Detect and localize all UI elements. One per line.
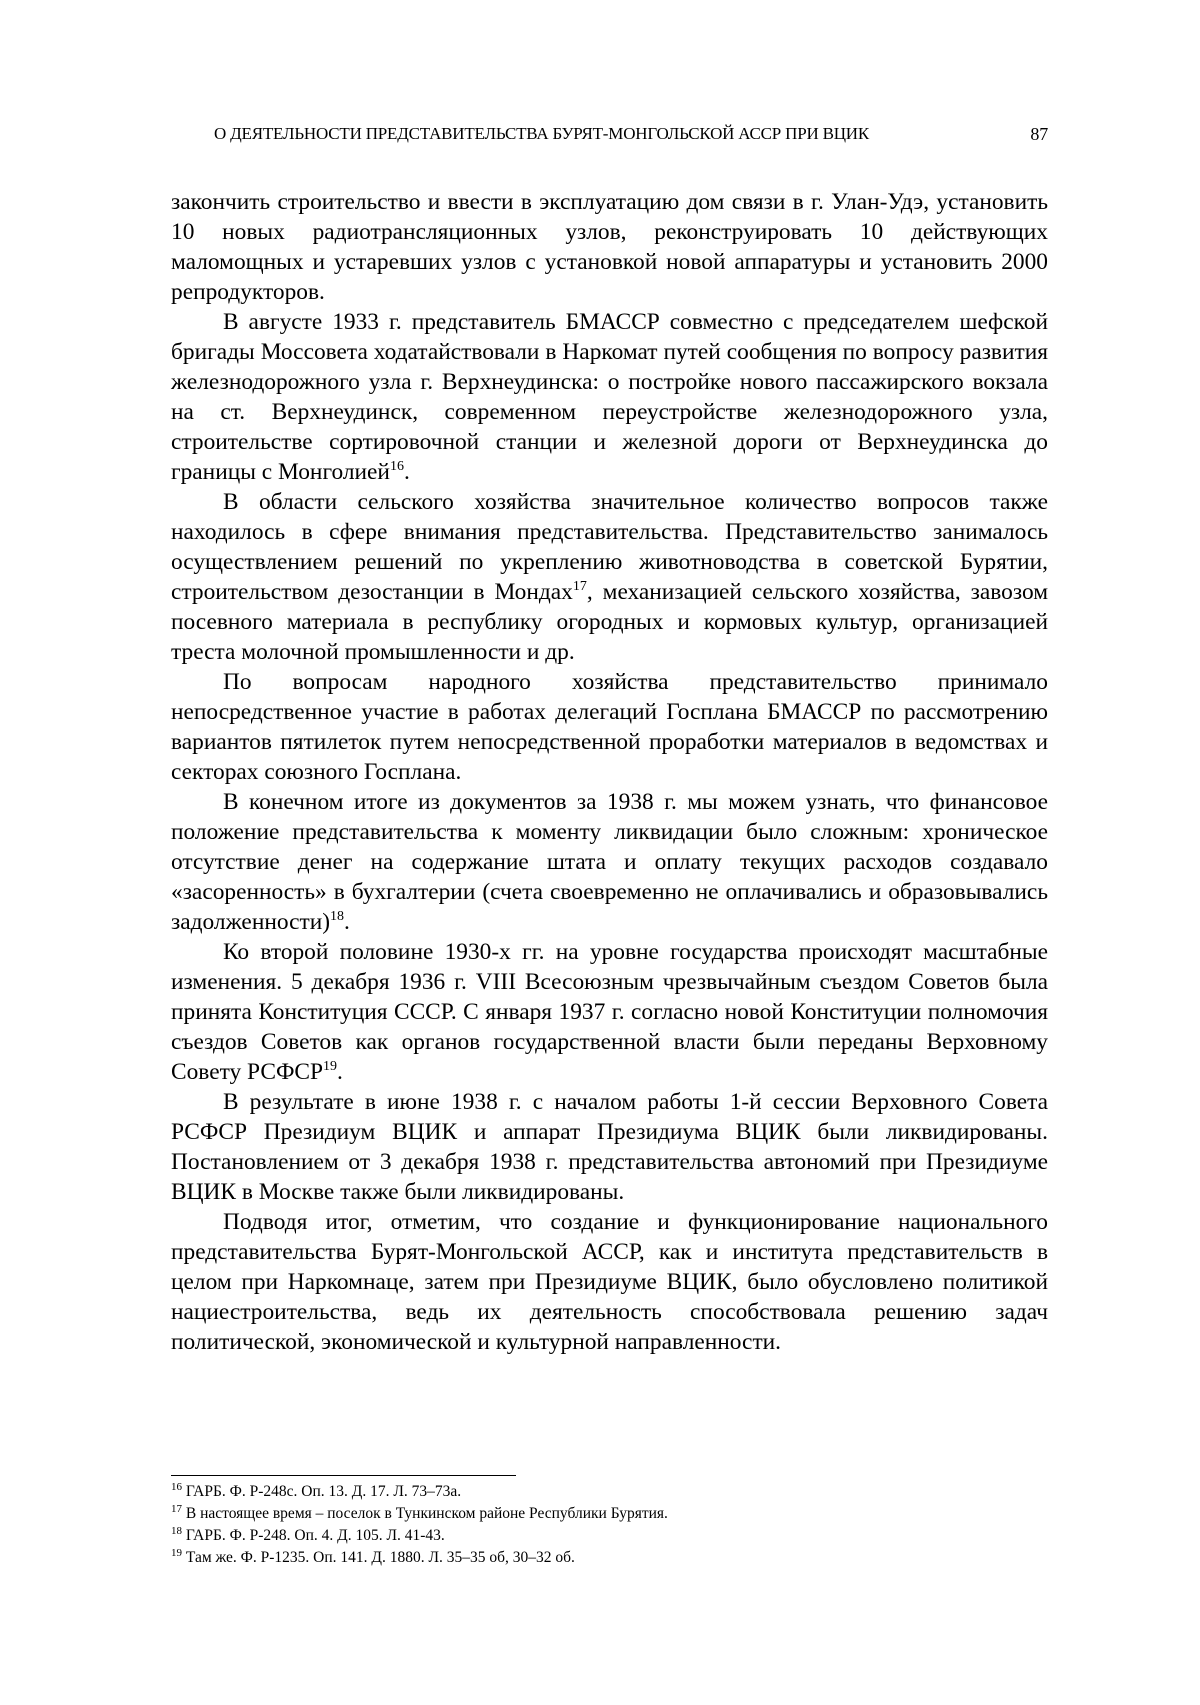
footnote — [171, 1481, 1048, 1503]
footnote-number: 19 — [171, 1546, 182, 1559]
paragraph-text: Ко второй половине 1930-х гг. на уровне государства происходят масштабные изменения. 5 декабря 1936 г. VIII Всесоюзным чрезвычайным съездом Советов была принята Конституция СССР. С января 1937 г. согласно новой Конституции полномочия съездов Советов как органов государственной власти были переданы Верховному Совету РСФСР — [171, 939, 1048, 1085]
paragraph-tail: . — [403, 459, 410, 485]
footnote — [171, 1525, 1048, 1547]
paragraph-text: В августе 1933 г. представитель БМАССР совместно с председателем шефской бригады Моссовета ходатайствовали в Наркомат путей сообщения по вопросу развития железнодорожного узла г. Верхнеудинска: о постройке нового пассажирского вокзала на ст. Верхнеудинск, современном переустройстве железнодорожного узла, строительстве сортировочной станции и железной дороги от Верхнеудинска до границы с Монголией — [171, 309, 1048, 485]
footnote-text: ГАРБ. Ф. Р-248. Оп. 4. Д. 105. Л. 41-43. — [185, 1527, 445, 1544]
footnote-text: В настоящее время – поселок в Тункинском районе Республики Бурятия. — [185, 1505, 668, 1522]
paragraph-text: В результате в июне 1938 г. с началом работы 1-й сессии Верховного Совета РСФСР Президиум ВЦИК и аппарат Президиума ВЦИК были ликвидированы. Постановлением от 3 декабря 1938 г. представительства автономий при Президиуме ВЦИК в Москве также были ликвидированы. — [171, 1089, 1048, 1205]
footnotes — [171, 1481, 1048, 1569]
paragraph — [171, 1087, 1048, 1207]
body-text — [171, 187, 1048, 1357]
footnote-ref: 16 — [389, 459, 404, 475]
paragraph-text: Подводя итог, отметим, что создание и функционирование национального представительства Бурят-Монгольской АССР, как и института представительств в целом при Наркомнаце, затем при Президиуме ВЦИК, было обусловлено политикой нациестроительства, ведь их деятельность способствовала решению задач политической, экономической и культурной направленности. — [171, 1209, 1048, 1355]
footnote — [171, 1503, 1048, 1525]
footnote-number: 16 — [171, 1480, 182, 1493]
paragraph-text: , механизацией сельского хозяйства, завозом посевного материала в республику огородных и кормовых культур, организацией треста молочной промышленности и др. — [171, 579, 1048, 665]
footnote-number: 18 — [171, 1524, 182, 1537]
paragraph — [171, 937, 1048, 1087]
footnote-number: 17 — [171, 1502, 182, 1515]
footnote-separator — [171, 1475, 516, 1476]
paragraph — [171, 487, 1048, 667]
paragraph-text: В области сельского хозяйства значительное количество вопросов также находилось в сфере внимания представительства. Представительство занималось осуществлением решений по укреплению животноводства в советской Бурятии, строительством дезостанции в Мондах — [171, 489, 1048, 605]
page-number: 87 — [1030, 124, 1048, 144]
footnote-text: ГАРБ. Ф. Р-248с. Оп. 13. Д. 17. Л. 73–73а. — [185, 1483, 462, 1500]
running-head — [214, 124, 1048, 150]
paragraph-tail: . — [344, 909, 350, 935]
footnote-ref: 18 — [330, 909, 345, 925]
paragraph — [171, 307, 1048, 487]
paragraph — [171, 187, 1048, 307]
footnote — [171, 1547, 1048, 1569]
paragraph-text: В конечном итоге из документов за 1938 г. мы можем узнать, что финансовое положение представительства к моменту ликвидации было сложным: хроническое отсутствие денег на содержание штата и оплату текущих расходов создавало «засоренность» в бухгалтерии (счета своевременно не оплачивались и образовывались задолженности) — [171, 789, 1048, 935]
paragraph — [171, 667, 1048, 787]
paragraph-text: закончить строительство и ввести в эксплуатацию дом связи в г. Улан-Удэ, установить 10 новых радиотрансляционных узлов, реконструировать 10 действующих маломощных и устаревших узлов с установкой новой аппаратуры и установить 2000 репродукторов. — [171, 189, 1048, 305]
footnote-text: Там же. Ф. Р-1235. Оп. 141. Д. 1880. Л. 35–35 об, 30–32 об. — [185, 1549, 575, 1566]
paragraph — [171, 787, 1048, 937]
footnote-ref: 19 — [323, 1059, 338, 1075]
paragraph — [171, 1207, 1048, 1357]
paragraph-tail: . — [337, 1059, 343, 1085]
paragraph-text: По вопросам народного хозяйства представительство принимало непосредственное участие в работах делегаций Госплана БМАССР по рассмотрению вариантов пятилеток путем непосредственной проработки материалов в ведомствах и секторах союзного Госплана. — [171, 669, 1048, 785]
running-head-title: О ДЕЯТЕЛЬНОСТИ ПРЕДСТАВИТЕЛЬСТВА БУРЯТ-МОНГОЛЬСКОЙ АССР ПРИ ВЦИК — [214, 124, 870, 143]
footnote-ref: 17 — [572, 579, 587, 595]
